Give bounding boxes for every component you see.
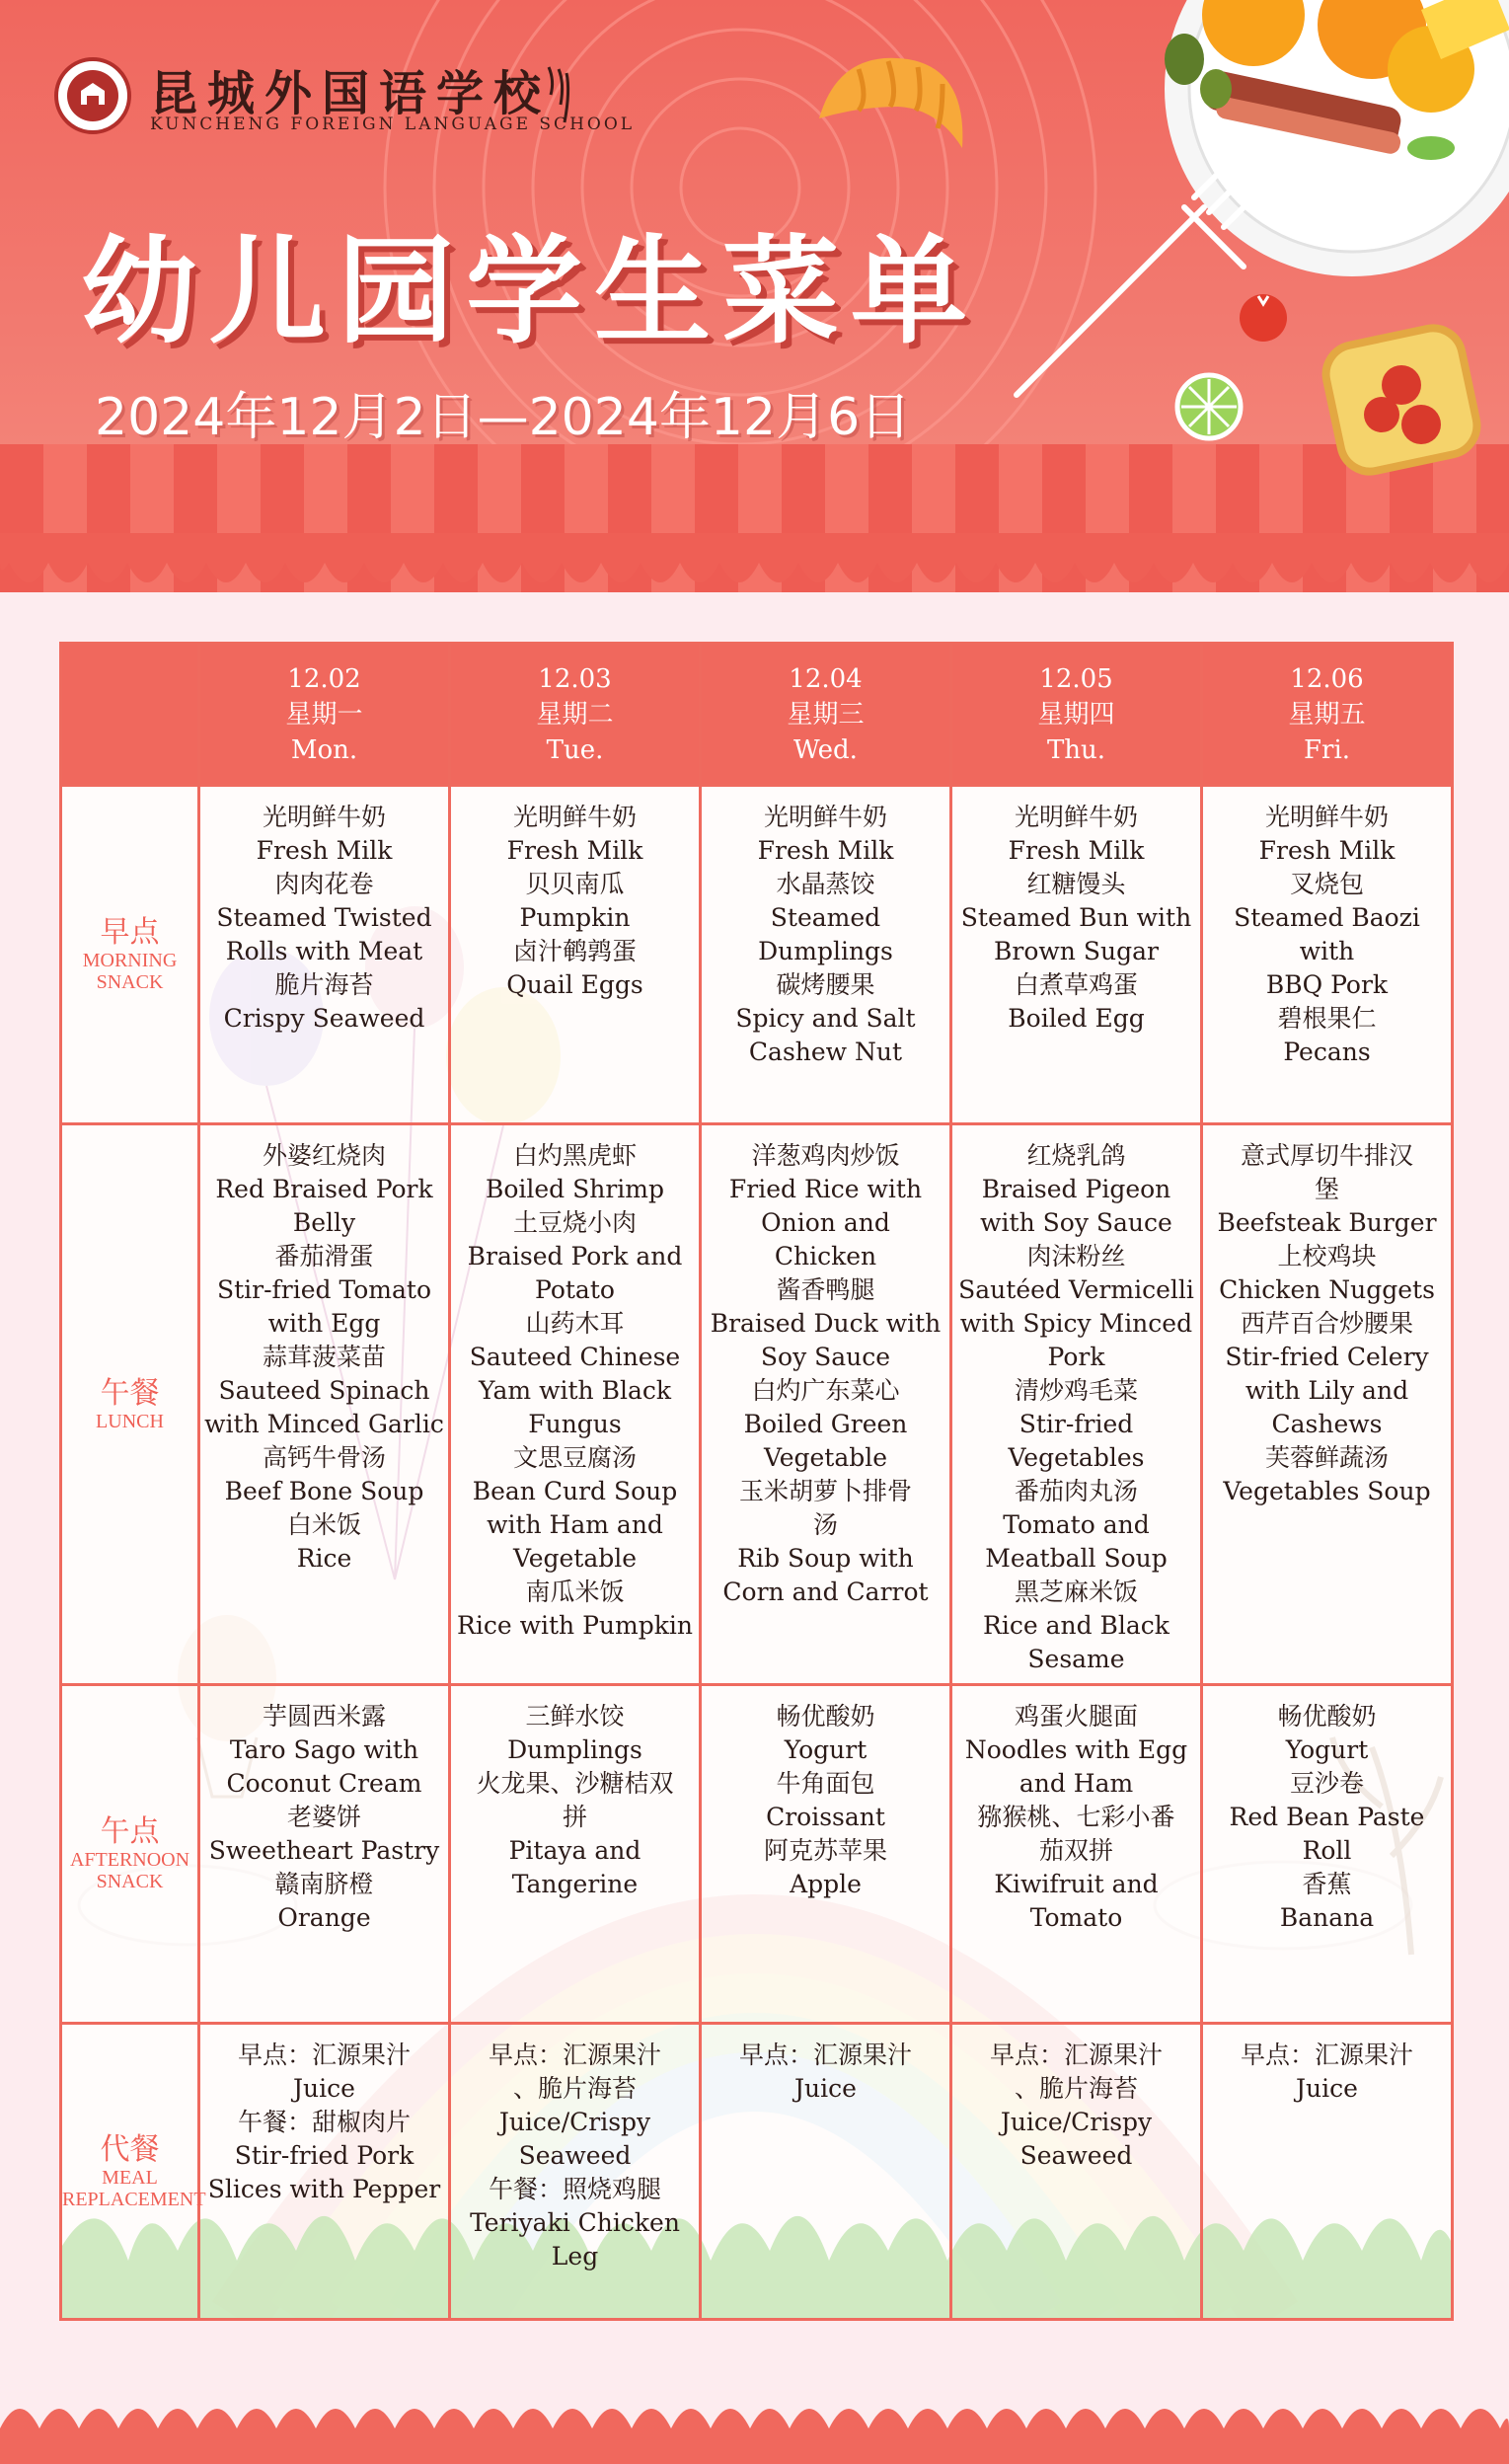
menu-item-line: 白灼黑虎虾	[512, 1141, 637, 1170]
menu-item-line: Rice	[296, 1544, 352, 1573]
day-date: 12.02	[287, 663, 361, 694]
menu-item-line: Vegetable	[512, 1544, 638, 1573]
menu-item-line: Potato	[535, 1275, 615, 1304]
menu-item-line: 番茄肉丸汤	[1014, 1477, 1138, 1505]
day-weekday-cn: 星期四	[1037, 699, 1115, 730]
menu-item-line: Leg	[551, 2242, 599, 2271]
tomato-icon	[1229, 286, 1298, 346]
logo-emblem-icon	[76, 79, 110, 113]
menu-item-line: Noodles with Egg	[964, 1735, 1188, 1764]
menu-item-line: 汤	[812, 1510, 838, 1539]
menu-item-line: 水晶蒸饺	[776, 870, 875, 898]
menu-item-line: Juice	[1296, 2074, 1358, 2103]
menu-item-line: Soy Sauce	[760, 1343, 891, 1371]
menu-cell	[199, 2024, 450, 2320]
menu-item-line: 酱香鸭腿	[776, 1275, 875, 1304]
menu-item-line: 卤汁鹌鹑蛋	[512, 937, 637, 965]
menu-item-line: Spicy and Salt	[735, 1004, 916, 1033]
menu-cell	[701, 786, 951, 1124]
day-weekday-en: Mon.	[290, 734, 358, 765]
row-meal-replacement	[61, 2024, 1453, 2320]
menu-item-line: with Ham and	[487, 1510, 663, 1539]
menu-item-line: 早点：汇源果汁	[237, 2040, 411, 2069]
meal-label-morning-snack	[61, 786, 199, 1124]
menu-item-line: with Lily and	[1245, 1376, 1409, 1405]
day-weekday-en: Tue.	[546, 734, 604, 765]
menu-item-line: Steamed Twisted	[216, 903, 432, 932]
meal-label-meal-replacement	[61, 2024, 206, 2320]
meal-label-en: SNACK	[96, 1871, 164, 1892]
menu-item-line: Slices with Pepper	[207, 2175, 441, 2203]
day-date: 12.06	[1290, 663, 1364, 694]
menu-item-line: Fresh Milk	[1258, 836, 1396, 865]
toast-icon	[1313, 316, 1490, 484]
menu-item-line: BBQ Pork	[1265, 970, 1389, 999]
menu-item-line: Red Braised Pork	[215, 1175, 433, 1203]
menu-item-line: Sauteed Chinese	[469, 1343, 681, 1371]
menu-item-line: Quail Eggs	[506, 970, 643, 999]
corner-cell	[61, 644, 199, 786]
menu-item-line: with Soy Sauce	[980, 1208, 1172, 1237]
menu-item-line: Seaweed	[518, 2141, 632, 2170]
menu-item-line: 意式厚切牛排汉	[1240, 1141, 1413, 1170]
menu-item-line: 早点：汇源果汁	[488, 2040, 661, 2069]
menu-item-line: 红烧乳鸽	[1026, 1141, 1126, 1170]
menu-item-line: Cashews	[1271, 1410, 1383, 1438]
menu-cell	[450, 786, 701, 1124]
menu-item-line: Apple	[790, 1870, 862, 1898]
menu-item-line: 牛角面包	[776, 1769, 875, 1798]
scallop-edge	[0, 533, 1509, 592]
day-weekday-en: Thu.	[1046, 734, 1106, 765]
menu-item-line: Stir-fried	[1019, 1410, 1134, 1438]
menu-item-line: Beefsteak Burger	[1217, 1208, 1437, 1237]
menu-item-line: 玉米胡萝卜排骨	[738, 1477, 912, 1505]
page-title: 幼儿园学生菜单	[81, 223, 980, 359]
menu-cell	[951, 786, 1202, 1124]
bottom-scallop-edge	[0, 2389, 1509, 2464]
meal-label-en: AFTERNOON	[69, 1849, 190, 1871]
menu-cell	[450, 1124, 701, 1685]
day-header-tue	[450, 644, 701, 786]
date-range: 2024年12月2日—2024年12月6日	[95, 388, 912, 447]
menu-item-line: 芋圆西米露	[262, 1702, 386, 1731]
day-header-mon	[199, 644, 450, 786]
menu-item-line: Rice with Pumpkin	[457, 1611, 693, 1640]
menu-item-line: 白米饭	[286, 1510, 361, 1539]
menu-item-line: 赣南脐橙	[274, 1870, 374, 1898]
menu-item-line: Pitaya and	[508, 1836, 641, 1865]
menu-item-line: Fresh Milk	[1008, 836, 1145, 865]
meal-label-afternoon-snack	[61, 1685, 199, 2024]
menu-item-line: Juice	[794, 2074, 857, 2103]
menu-item-line: Dumplings	[758, 937, 893, 965]
menu-cell	[951, 1685, 1202, 2024]
menu-item-line: 光明鲜牛奶	[1014, 803, 1138, 831]
menu-item-line: Stir-fried Pork	[234, 2141, 415, 2170]
menu-item-line: Steamed Baozi with	[1234, 903, 1420, 965]
menu-item-line: 肉沫粉丝	[1026, 1242, 1126, 1270]
menu-item-line: 早点：汇源果汁	[989, 2040, 1163, 2069]
day-weekday-cn: 星期五	[1288, 699, 1366, 730]
menu-item-line: 贝贝南瓜	[525, 870, 625, 898]
header-banner	[0, 0, 1509, 592]
menu-item-line: 肉肉花卷	[274, 870, 374, 898]
menu-body	[61, 786, 1453, 2320]
menu-item-line: Orange	[277, 1903, 371, 1932]
menu-item-line: Brown Sugar	[994, 937, 1159, 965]
menu-cell	[450, 2024, 701, 2320]
menu-item-line: Braised Pigeon	[981, 1175, 1171, 1203]
day-weekday-en: Wed.	[793, 734, 858, 765]
menu-item-line: Dumplings	[507, 1735, 642, 1764]
menu-item-line: 光明鲜牛奶	[1264, 803, 1389, 831]
menu-item-line: 上校鸡块	[1277, 1242, 1377, 1270]
school-logo	[54, 57, 131, 134]
meal-label-cn: 午餐	[100, 1375, 160, 1411]
menu-item-line: 鸡蛋火腿面	[1014, 1702, 1138, 1731]
menu-item-line: Teriyaki Chicken	[470, 2208, 680, 2237]
calligraphy-seal-icon	[541, 61, 580, 130]
menu-item-line: 午餐：甜椒肉片	[237, 2108, 411, 2136]
menu-item-line: Fresh Milk	[757, 836, 894, 865]
menu-item-line: Steamed Bun with	[960, 903, 1192, 932]
menu-item-line: with Minced Garlic	[204, 1410, 444, 1438]
menu-item-line: 白灼广东菜心	[751, 1376, 900, 1405]
menu-item-line: Bean Curd Soup	[472, 1477, 678, 1505]
menu-item-line: 堡	[1314, 1175, 1339, 1203]
menu-item-line: 叉烧包	[1289, 870, 1364, 898]
menu-item-line: Braised Pork and	[467, 1242, 683, 1270]
menu-item-line: 山药木耳	[525, 1309, 625, 1338]
menu-item-line: 茄双拼	[1038, 1836, 1113, 1865]
menu-cell	[701, 1124, 951, 1685]
menu-item-line: 早点：汇源果汁	[1240, 2040, 1413, 2069]
meal-label-cn: 代餐	[100, 2131, 160, 2167]
menu-cell	[1202, 1685, 1453, 2024]
day-weekday-cn: 星期三	[787, 699, 865, 730]
menu-item-line: Chicken	[774, 1242, 877, 1270]
menu-item-line: Vegetable	[763, 1443, 888, 1472]
menu-item-line: Kiwifruit and	[994, 1870, 1159, 1898]
menu-item-line: Rolls with Meat	[225, 937, 423, 965]
menu-item-line: Braised Duck with	[710, 1309, 942, 1338]
menu-item-line: 外婆红烧肉	[262, 1141, 386, 1170]
menu-item-line: 芙蓉鲜蔬汤	[1264, 1443, 1389, 1472]
menu-item-line: 拼	[562, 1803, 587, 1831]
menu-item-line: Meatball Soup	[985, 1544, 1168, 1573]
day-date: 12.04	[789, 663, 863, 694]
menu-item-line: Fresh Milk	[256, 836, 393, 865]
day-weekday-en: Fri.	[1303, 734, 1351, 765]
menu-item-line: Red Bean Paste Roll	[1229, 1803, 1425, 1865]
menu-item-line: Boiled Green	[743, 1410, 908, 1438]
menu-cell	[1202, 786, 1453, 1124]
menu-item-line: 清炒鸡毛菜	[1014, 1376, 1138, 1405]
menu-item-line: Yogurt	[1285, 1735, 1369, 1764]
menu-item-line: 西芹百合炒腰果	[1240, 1309, 1413, 1338]
menu-item-line: Steamed	[770, 903, 881, 932]
lime-slice-icon	[1160, 367, 1268, 446]
menu-item-line: 畅优酸奶	[776, 1702, 875, 1731]
fork-icon	[1007, 148, 1283, 405]
menu-item-line: Sesame	[1027, 1645, 1125, 1673]
menu-item-line: Yogurt	[784, 1735, 868, 1764]
menu-item-line: Fresh Milk	[506, 836, 643, 865]
menu-item-line: Rice and Black	[983, 1611, 1169, 1640]
menu-item-line: Tomato	[1029, 1903, 1123, 1932]
menu-item-line: 白煮草鸡蛋	[1014, 970, 1138, 999]
meal-label-lunch	[61, 1124, 199, 1685]
menu-item-line: Sauteed Spinach	[218, 1376, 430, 1405]
menu-item-line: Sautéed Vermicelli	[958, 1275, 1194, 1304]
menu-cell	[951, 1124, 1202, 1685]
day-header-fri	[1202, 644, 1453, 786]
menu-cell	[199, 1685, 450, 2024]
meal-label-en: REPLACEMENT	[62, 2188, 206, 2210]
menu-item-line: 三鲜水饺	[525, 1702, 625, 1731]
menu-item-line: Cashew Nut	[748, 1038, 903, 1066]
menu-item-line: Yam with Black	[478, 1376, 672, 1405]
day-date: 12.05	[1039, 663, 1113, 694]
menu-item-line: 黑芝麻米饭	[1014, 1578, 1138, 1606]
menu-item-line: Banana	[1279, 1903, 1375, 1932]
menu-cell	[1202, 2024, 1453, 2320]
menu-item-line: 土豆烧小肉	[512, 1208, 637, 1237]
menu-item-line: 高钙牛骨汤	[262, 1443, 386, 1472]
meal-label-cn: 午点	[100, 1814, 160, 1849]
menu-item-line: 南瓜米饭	[525, 1578, 625, 1606]
menu-item-line: 早点：汇源果汁	[738, 2040, 912, 2069]
menu-item-line: Chicken Nuggets	[1219, 1275, 1435, 1304]
row-morning-snack	[61, 786, 1453, 1124]
menu-cell	[199, 786, 450, 1124]
menu-item-line: 阿克苏苹果	[763, 1836, 887, 1865]
day-weekday-cn: 星期一	[285, 699, 363, 730]
menu-item-line: Boiled Shrimp	[485, 1175, 665, 1203]
menu-cell	[199, 1124, 450, 1685]
menu-item-line: 老婆饼	[286, 1803, 361, 1831]
menu-item-line: Stir-fried Celery	[1225, 1343, 1429, 1371]
school-name-en: KUNCHENG FOREIGN LANGUAGE SCHOOL	[150, 115, 636, 134]
menu-item-line: and Ham	[1019, 1769, 1134, 1798]
menu-item-line: Tangerine	[511, 1870, 639, 1898]
menu-item-line: 红糖馒头	[1026, 870, 1126, 898]
day-header-thu	[951, 644, 1202, 786]
menu-item-line: 午餐：照烧鸡腿	[488, 2175, 661, 2203]
menu-item-line: 畅优酸奶	[1277, 1702, 1377, 1731]
menu-cell	[701, 1685, 951, 2024]
menu-item-line: 豆沙卷	[1289, 1769, 1364, 1798]
menu-item-line: 碧根果仁	[1277, 1004, 1377, 1033]
menu-item-line: 火龙果、沙糖桔双	[476, 1769, 674, 1798]
meal-label-en: LUNCH	[96, 1410, 164, 1432]
menu-item-line: 碳烤腰果	[776, 970, 875, 999]
menu-item-line: Boiled Egg	[1008, 1004, 1145, 1033]
menu-item-line: Juice/Crispy	[1000, 2108, 1153, 2136]
menu-item-line: with Spicy Minced	[959, 1309, 1193, 1338]
day-weekday-cn: 星期二	[536, 699, 614, 730]
menu-item-line: 光明鲜牛奶	[262, 803, 386, 831]
menu-item-line: Beef Bone Soup	[224, 1477, 424, 1505]
menu-item-line: Belly	[292, 1208, 356, 1237]
menu-item-line: Vegetables	[1008, 1443, 1145, 1472]
menu-item-line: Taro Sago with	[229, 1735, 419, 1764]
menu-item-line: Juice	[293, 2074, 355, 2103]
menu-item-line: 猕猴桃、七彩小番	[977, 1803, 1175, 1831]
menu-item-line: Juice/Crispy	[498, 2108, 651, 2136]
menu-item-line: Vegetables Soup	[1223, 1477, 1431, 1505]
croissant-icon	[799, 39, 977, 168]
menu-cell	[701, 2024, 951, 2320]
menu-item-line: with Egg	[267, 1309, 381, 1338]
menu-item-line: 洋葱鸡肉炒饭	[751, 1141, 900, 1170]
menu-item-line: Tomato and	[1003, 1510, 1150, 1539]
menu-item-line: 文思豆腐汤	[512, 1443, 637, 1472]
header-row	[61, 644, 1453, 786]
menu-item-line: Pumpkin	[519, 903, 631, 932]
menu-item-line: Fungus	[528, 1410, 622, 1438]
menu-item-line: 脆片海苔	[274, 970, 374, 999]
meal-label-en: SNACK	[96, 971, 164, 993]
menu-item-line: Sweetheart Pastry	[208, 1836, 440, 1865]
menu-item-line: 蒜茸菠菜苗	[262, 1343, 386, 1371]
menu-item-line: Onion and	[761, 1208, 890, 1237]
menu-cell	[1202, 1124, 1453, 1685]
menu-item-line: 、脆片海苔	[1014, 2074, 1138, 2103]
menu-item-line: Fried Rice with	[728, 1175, 923, 1203]
meal-label-cn: 早点	[100, 915, 160, 950]
menu-item-line: 香蕉	[1302, 1870, 1352, 1898]
day-header-wed	[701, 644, 951, 786]
menu-cell	[450, 1685, 701, 2024]
day-date: 12.03	[538, 663, 612, 694]
menu-item-line: Stir-fried Tomato	[216, 1275, 431, 1304]
menu-item-line: Coconut Cream	[226, 1769, 422, 1798]
menu-item-line: 、脆片海苔	[512, 2074, 637, 2103]
school-name-cn: 昆城外国语学校	[150, 66, 552, 121]
menu-item-line: 番茄滑蛋	[274, 1242, 374, 1270]
menu-table	[59, 642, 1454, 2321]
menu-item-line: Corn and Carrot	[722, 1578, 929, 1606]
row-afternoon-snack	[61, 1685, 1453, 2024]
menu-item-line: Seaweed	[1019, 2141, 1133, 2170]
menu-item-line: 光明鲜牛奶	[763, 803, 887, 831]
meal-label-en: MORNING	[82, 950, 178, 971]
row-lunch	[61, 1124, 1453, 1685]
menu-item-line: Rib Soup with	[737, 1544, 914, 1573]
menu-cell	[951, 2024, 1202, 2320]
meal-label-en: MEAL	[102, 2166, 158, 2189]
menu-item-line: 光明鲜牛奶	[512, 803, 637, 831]
menu-item-line: Crispy Seaweed	[223, 1004, 425, 1033]
menu-item-line: Pecans	[1283, 1038, 1371, 1066]
menu-item-line: Croissant	[766, 1803, 885, 1831]
menu-item-line: Pork	[1047, 1343, 1105, 1371]
